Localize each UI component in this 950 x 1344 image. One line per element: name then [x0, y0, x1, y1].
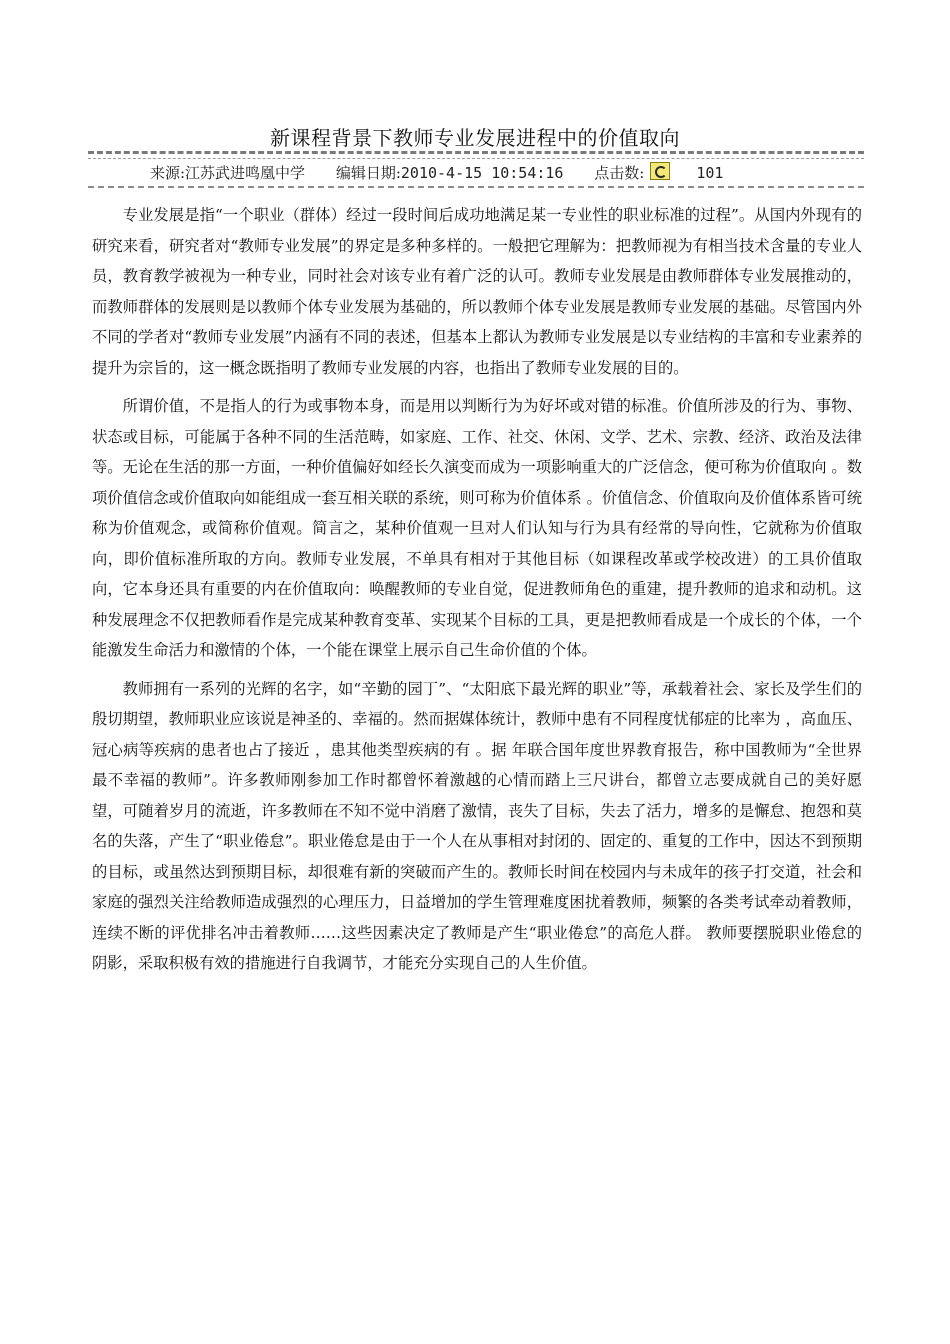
click-count-value: 101 — [696, 164, 724, 182]
article-title: 新课程背景下教师专业发展进程中的价值取向 — [270, 126, 680, 150]
paragraph-1: 专业发展是指“一个职业（群体）经过一段时间后成功地满足某一专业性的职业标准的过程”。从国内外现有的研究来看，研究者对“教师专业发展”的界定是多种多样的。一般把它理解为：把教师视为有相当技术含量的专业人员，教育教学被视为一种专业，同时社会对该专业有着广泛的认可。教师专业发展是由教师群体专业发展推动的，而教师群体的发展则是以教师个体专业发展为基础的，所以教师个体专业发展是教师专业发展的基础。尽管国内外不同的学者对“教师专业发展”内涵有不同的表述，但基本上都认为教师专业发展是以专业结构的丰富和专业素养的提升为宗旨的，这一概念既指明了教师专业发展的内容，也指出了教师专业发展的目的。 — [92, 206, 862, 377]
counter-icon — [650, 162, 670, 180]
edit-date — [336, 164, 564, 182]
meta-divider-bottom — [88, 186, 864, 188]
edit-date-value: 2010-4-15 10:54:16 — [400, 164, 564, 182]
article-source: 来源:江苏武进鸣凰中学 — [150, 164, 306, 182]
title-divider-top — [88, 151, 864, 154]
edit-date-label: 编辑日期: — [335, 164, 401, 182]
paragraph-2: 所谓价值，不是指人的行为或事物本身，而是用以判断行为为好坏或对错的标准。价值所涉及的行为、事物、状态或目标，可能属于各种不同的生活范畴，如家庭、工作、社交、休闲、文学、艺术、宗教、经济、政治及法律等。无论在生活的那一方面，一种价值偏好如经长久演变而成为一项影响重大的广泛信念，便可称为价值取向 。数项价值信念或价值取向如能组成一套互相关联的系统，则可称为价值体系 。价值信念、价值取向及价值体系皆可统称为价值观念，或简称价值观。简言之，某种价值观一旦对人们认知与行为具有经常的导向性，它就称为价值取向，即价值标准所取的方向。教师专业发展，不单具有相对于其他目标（如课程改革或学校改进）的工具价值取向，它本身还具有重要的内在价值取向：唤醒教师的专业自觉，促进教师角色的重建，提升教师的追求和动机。这种发展理念不仅把教师看作是完成某种教育变革、实现某个目标的工具，更是把教师看成是一个成长的个体，一个能激发生命活力和激情的个体，一个能在课堂上展示自己生命价值的个体。 — [92, 397, 862, 659]
article-meta — [150, 162, 749, 183]
click-count — [594, 164, 723, 182]
click-count-label: 点击数: — [594, 164, 645, 182]
paragraph-3: 教师拥有一系列的光辉的名字，如“辛勤的园丁”、“太阳底下最光辉的职业”等，承载着社会、家长及学生们的殷切期望，教师职业应该说是神圣的、幸福的。然而据媒体统计，教师中患有不同程度忧郁症的比率为 ，高血压、冠心病等疾病的患者也占了接近 ，患其他类型疾病的有 。据 年联合国年度世界教育报告，称中国教师为“全世界最不幸福的教师”。许多教师刚参加工作时都曾怀着激越的心情而踏上三尺讲台，都曾立志要成就自己的美好愿望，可随着岁月的流逝，许多教师在不知不觉中消磨了激情，丧失了目标，失去了活力，增多的是懈怠、抱怨和莫名的失落，产生了“职业倦怠”。职业倦怠是由于一个人在从事相对封闭的、固定的、重复的工作中，因达不到预期的目标，或虽然达到预期目标，却很难有新的突破而产生的。教师长时间在校园内与未成年的孩子打交道，社会和家庭的强烈关注给教师造成强烈的心理压力，日益增加的学生管理难度困扰着教师，频繁的各类考试牵动着教师，连续不断的评优排名冲击着教师……这些因素决定了教师是产生“职业倦怠”的高危人群。 教师要摆脱职业倦怠的阴影，采取积极有效的措施进行自我调节，才能充分实现自己的人生价值。 — [92, 679, 862, 972]
article-body — [92, 200, 862, 987]
title-divider-top-thin — [88, 158, 864, 159]
